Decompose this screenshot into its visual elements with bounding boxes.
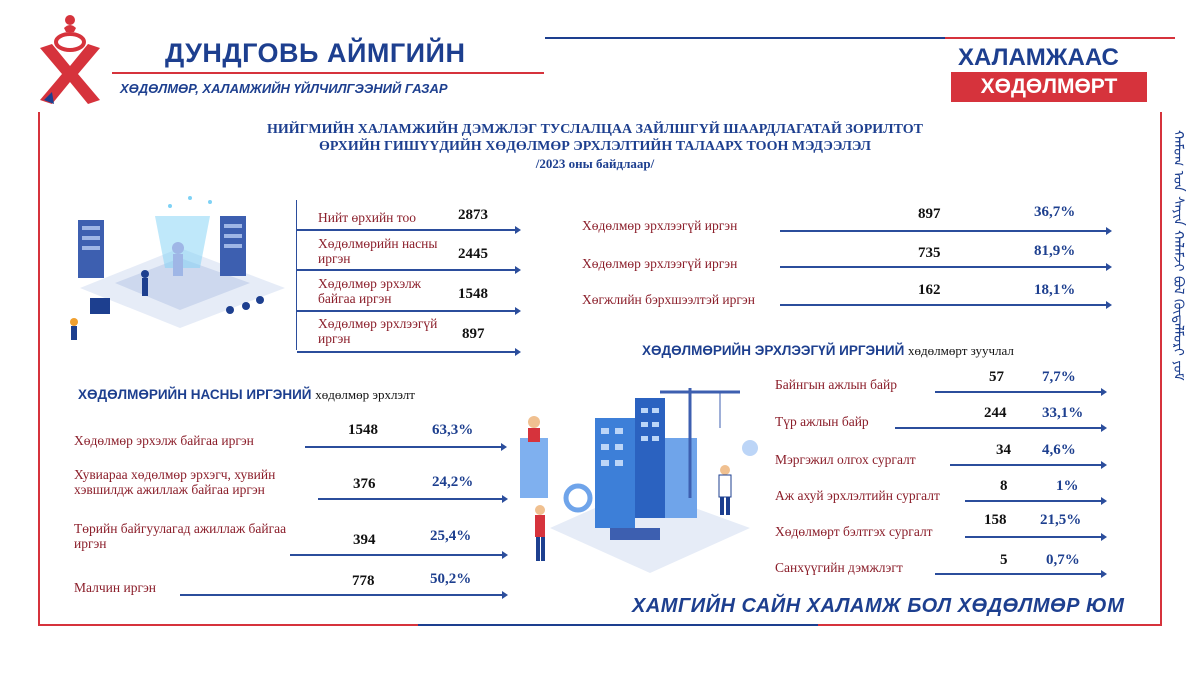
mediation-pct-3: 4,6% — [1042, 442, 1076, 458]
summary-value-working-age: 2445 — [458, 246, 488, 262]
working-age-label-4: Малчин иргэн — [74, 580, 156, 595]
mediation-label-4: Аж ахуй эрхлэлтийн сургалт — [775, 488, 940, 503]
slogan-line1: ХАЛАМЖААС — [958, 44, 1119, 71]
working-age-heading-main: ХӨДӨЛМӨРИЙН НАСНЫ ИРГЭНИЙ — [78, 387, 312, 402]
frame-bottom-red-line-2 — [818, 624, 1162, 626]
frame-bottom-blue-line — [418, 624, 818, 626]
mediation-arrow-6 — [935, 573, 1105, 575]
unemployed-pct-3: 18,1% — [1034, 282, 1076, 298]
frame-right-red-line — [1160, 112, 1162, 624]
mediation-pct-4: 1% — [1056, 478, 1079, 494]
mediation-label-6: Санхүүгийн дэмжлэгт — [775, 560, 903, 575]
working-age-value-3: 394 — [353, 532, 376, 548]
summary-arrow-4 — [297, 351, 519, 353]
page-title-line1: НИЙГМИЙН ХАЛАМЖИЙН ДЭМЖЛЭГ ТУСЛАЛЦАА ЗАЙЛШГҮЙ ШААРДЛАГАТАЙ ЗОРИЛТОТ — [267, 122, 923, 137]
frame-top-red-line — [112, 72, 544, 74]
summary-arrow-3 — [297, 310, 519, 312]
working-age-label-1: Хөдөлмөр эрхэлж байгаа иргэн — [74, 433, 254, 448]
mediation-arrow-4 — [965, 500, 1105, 502]
summary-value-employed: 1548 — [458, 286, 488, 302]
working-age-arrow-4 — [180, 594, 506, 596]
unemployed-pct-2: 81,9% — [1034, 243, 1076, 259]
working-age-arrow-2 — [318, 498, 506, 500]
working-age-value-4: 778 — [352, 573, 375, 589]
working-age-label-2: Хувиараа хөдөлмөр эрхэгч, хувийн хэвшилдж ажиллаж байгаа иргэн — [74, 467, 276, 497]
summary-label-unemployed: Хөдөлмөр эрхлээгүй иргэн — [318, 316, 438, 346]
mediation-pct-2: 33,1% — [1042, 405, 1084, 421]
mediation-heading — [642, 343, 1014, 359]
mediation-arrow-2 — [895, 427, 1105, 429]
mediation-value-5: 158 — [984, 512, 1007, 528]
mediation-heading-main: ХӨДӨЛМӨРИЙН ЭРХЛЭЭГҮЙ ИРГЭНИЙ — [642, 343, 905, 358]
summary-label-employed: Хөдөлмөр эрхэлж байгаа иргэн — [318, 276, 422, 306]
unemployed-label-2: Хөдөлмөр эрхлээгүй иргэн — [582, 256, 738, 271]
page-title-line3: /2023 оны байдлаар/ — [535, 156, 655, 171]
summary-label-total-households: Нийт өрхийн тоо — [318, 210, 416, 225]
summary-value-unemployed: 897 — [462, 326, 485, 342]
frame-bottom-red-line — [38, 624, 418, 626]
page-title — [150, 121, 1040, 172]
mediation-value-4: 8 — [1000, 478, 1008, 494]
unemployed-pct-1: 36,7% — [1034, 204, 1076, 220]
summary-arrow-2 — [297, 269, 519, 271]
mediation-value-2: 244 — [984, 405, 1007, 421]
working-age-arrow-3 — [290, 554, 506, 556]
mediation-heading-suffix: хөдөлмөрт зуучлал — [908, 343, 1014, 358]
mediation-arrow-3 — [950, 464, 1105, 466]
mediation-value-1: 57 — [989, 369, 1004, 385]
mediation-label-2: Түр ажлын байр — [775, 414, 869, 429]
org-subtitle: ХӨДӨЛМӨР, ХАЛАМЖИЙН ҮЙЛЧИЛГЭЭНИЙ ГАЗАР — [120, 81, 448, 96]
mediation-label-3: Мэргэжил олгох сургалт — [775, 452, 916, 467]
frame-top-right-red-line — [945, 37, 1175, 39]
frame-left-red-line — [38, 112, 40, 624]
mediation-label-1: Байнгын ажлын байр — [775, 377, 897, 392]
unemployed-arrow-3 — [780, 304, 1110, 306]
mediation-value-3: 34 — [996, 442, 1011, 458]
summary-label-working-age: Хөдөлмөрийн насны иргэн — [318, 236, 438, 266]
footer-slogan: ХАМГИЙН САЙН ХАЛАМЖ БОЛ ХӨДӨЛМӨР ЮМ — [632, 595, 1125, 617]
mediation-arrow-5 — [965, 536, 1105, 538]
mediation-label-5: Хөдөлмөрт бэлтгэх сургалт — [775, 524, 933, 539]
working-age-pct-2: 24,2% — [432, 474, 474, 490]
logo-icon — [30, 8, 110, 108]
slogan-line2: ХӨДӨЛМӨРТ — [951, 72, 1147, 102]
unemployed-value-2: 735 — [918, 245, 941, 261]
mediation-pct-1: 7,7% — [1042, 369, 1076, 385]
working-age-pct-4: 50,2% — [430, 571, 472, 587]
summary-value-total-households: 2873 — [458, 207, 488, 223]
unemployed-value-3: 162 — [918, 282, 941, 298]
working-age-value-1: 1548 — [348, 422, 378, 438]
working-age-label-3: Төрийн байгуулагад ажиллаж байгаа иргэн — [74, 521, 287, 551]
org-title: ДУНДГОВЬ АЙМГИЙН — [165, 38, 466, 68]
side-vertical-script: ᠬᠠᠮᠤᠭ ᠤᠨ ᠰᠠᠶᠢᠨ ᠬᠠᠯᠠᠮᠵᠢ ᠪᠣᠯ ᠬᠥᠳᠡᠯᠮᠦᠷᠢ ᠶᠤᠮ — [1170, 130, 1186, 381]
unemployed-label-1: Хөдөлмөр эрхлээгүй иргэн — [582, 218, 738, 233]
working-age-heading-suffix: хөдөлмөр эрхлэлт — [315, 387, 415, 402]
unemployed-arrow-2 — [780, 266, 1110, 268]
working-age-arrow-1 — [305, 446, 505, 448]
mediation-pct-6: 0,7% — [1046, 552, 1080, 568]
unemployed-label-3: Хөгжлийн бэрхшээлтэй иргэн — [582, 292, 755, 307]
working-age-heading — [78, 387, 415, 403]
summary-arrow-1 — [297, 229, 519, 231]
unemployed-arrow-1 — [780, 230, 1110, 232]
mediation-value-6: 5 — [1000, 552, 1008, 568]
page-title-line2: ӨРХИЙН ГИШҮҮДИЙН ХӨДӨЛМӨР ЭРХЛЭЛТИЙН ТАЛААРХ ТООН МЭДЭЭЛЭЛ — [319, 139, 871, 154]
construction-illustration — [510, 378, 770, 578]
working-age-pct-1: 63,3% — [432, 422, 474, 438]
frame-top-right-blue-line — [545, 37, 945, 39]
working-age-value-2: 376 — [353, 476, 376, 492]
unemployed-value-1: 897 — [918, 206, 941, 222]
mediation-arrow-1 — [935, 391, 1105, 393]
mediation-pct-5: 21,5% — [1040, 512, 1082, 528]
summary-divider — [296, 200, 297, 350]
ai-illustration — [60, 188, 295, 348]
logo — [30, 8, 110, 108]
working-age-pct-3: 25,4% — [430, 528, 472, 544]
